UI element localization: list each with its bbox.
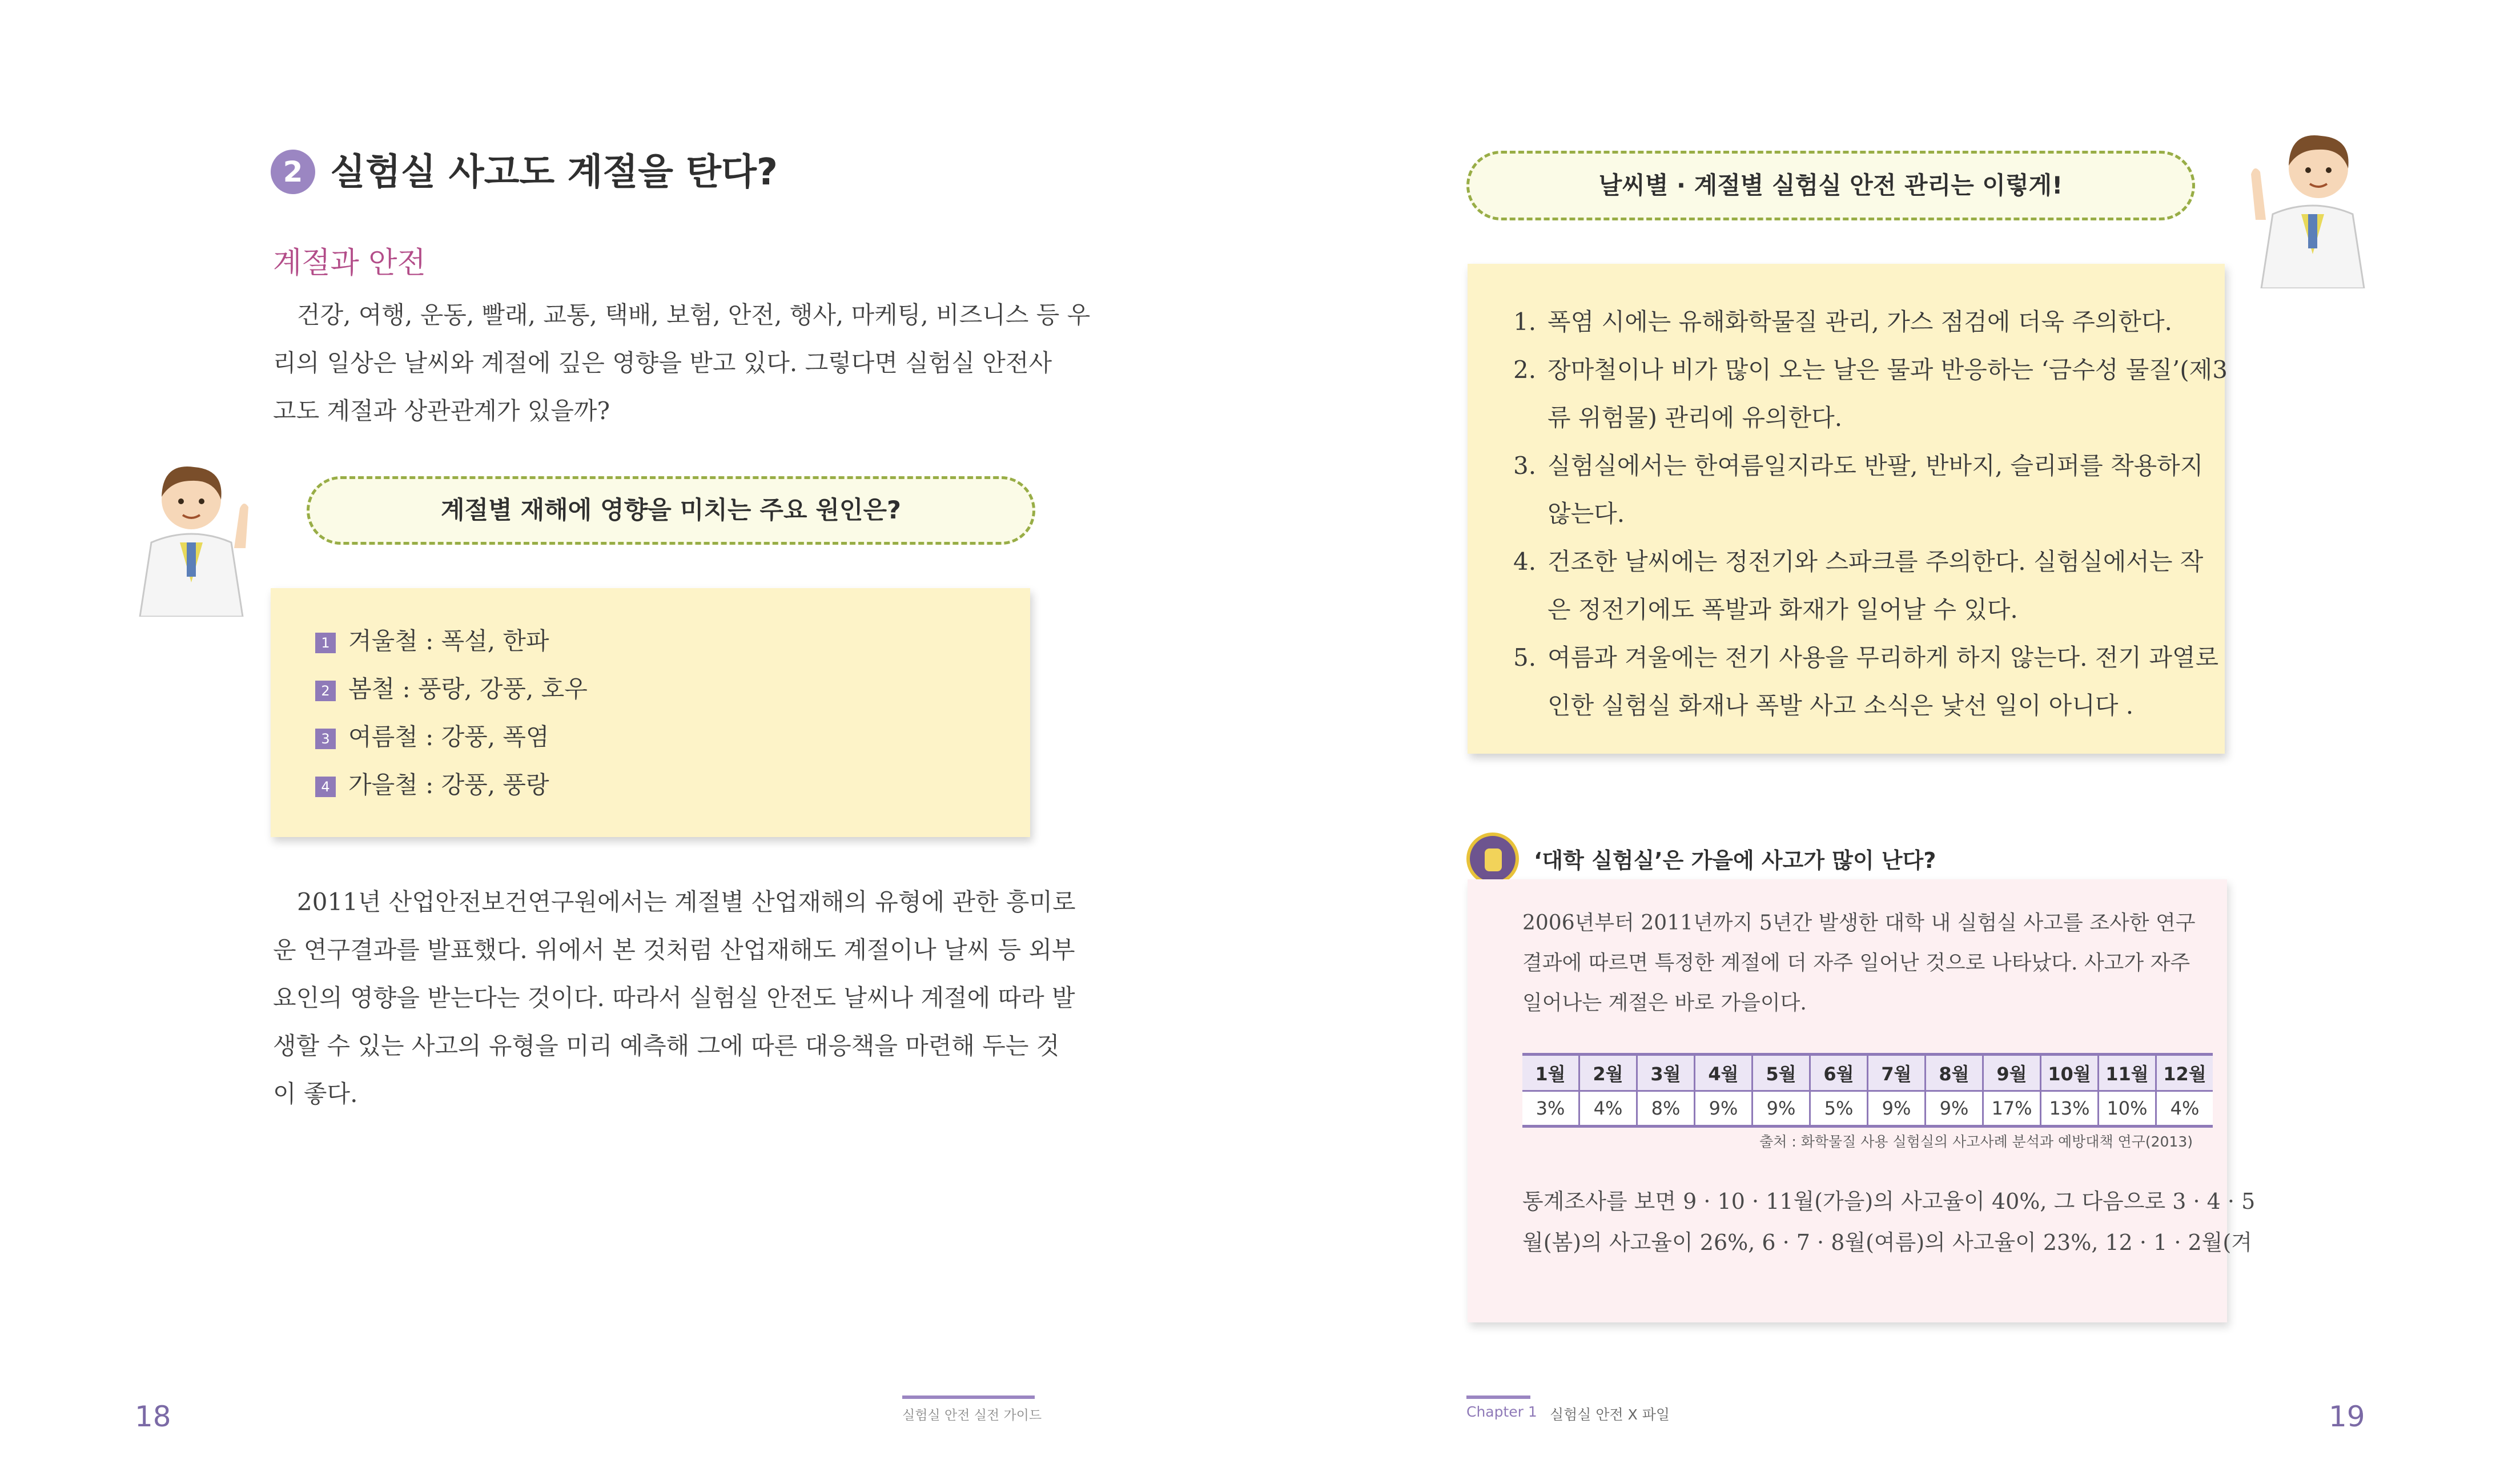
footer-chapter-label: Chapter 1 xyxy=(1466,1403,1537,1420)
box-intro-line: 일어나는 계절은 바로 가을이다. xyxy=(1522,991,1807,1015)
box-intro-line: 결과에 따르면 특정한 계절에 더 자주 일어난 것으로 나타났다. 사고가 자주 xyxy=(1522,951,2190,975)
rate-cell: 4% xyxy=(1579,1091,1637,1127)
month-header: 5월 xyxy=(1753,1055,1810,1091)
tip-item: 5. 여름과 겨울에는 전기 사용을 무리하게 하지 않는다. 전기 과열로 인한 실험실 화재나 폭발 사고 소식은 낯선 일이 아니다 . xyxy=(1513,644,2219,719)
table-row xyxy=(1522,1091,2213,1127)
rate-cell: 9% xyxy=(1695,1091,1753,1127)
intro-paragraph xyxy=(273,291,1091,435)
month-header: 4월 xyxy=(1695,1055,1753,1091)
rate-cell: 9% xyxy=(1753,1091,1810,1127)
rate-cell: 4% xyxy=(2156,1091,2213,1127)
month-header: 1월 xyxy=(1522,1055,1579,1091)
month-header: 3월 xyxy=(1637,1055,1695,1091)
footer-chapter-title: 실험실 안전 X 파일 xyxy=(1550,1406,1670,1423)
scientist-illustration-left xyxy=(117,445,266,617)
rate-cell: 8% xyxy=(1637,1091,1695,1127)
month-header: 2월 xyxy=(1579,1055,1637,1091)
tip-item: 1. 폭염 시에는 유해화학물질 관리, 가스 점검에 더욱 주의한다. xyxy=(1513,308,2172,336)
rate-cell: 3% xyxy=(1522,1091,1579,1127)
footer-divider xyxy=(1466,1395,1530,1399)
tip-item: 2. 장마철이나 비가 많이 오는 날은 물과 반응하는 ‘금수성 물질’(제3 류 위험물) 관리에 유의한다. xyxy=(1513,356,2228,432)
rate-cell: 5% xyxy=(1810,1091,1868,1127)
footer-divider xyxy=(902,1395,1035,1399)
season-item: 2 봄철 : 풍랑, 강풍, 호우 xyxy=(315,670,588,705)
closing-line: 2011년 산업안전보건연구원에서는 계절별 산업재해의 유형에 관한 흥미로 xyxy=(297,888,1076,916)
closing-line: 요인의 영향을 받는다는 것이다. 따라서 실험실 안전도 날씨나 계절에 따라 발 xyxy=(273,984,1075,1012)
season-item: 4 가을철 : 강풍, 풍랑 xyxy=(315,766,549,801)
season-item: 1 겨울철 : 폭설, 한파 xyxy=(315,622,549,657)
rate-cell: 13% xyxy=(2041,1091,2099,1127)
month-header: 7월 xyxy=(1868,1055,1926,1091)
intro-line: 고도 계절과 상관관계가 있을까? xyxy=(273,397,610,425)
section-title: 실험실 사고도 계절을 탄다? xyxy=(330,151,778,194)
closing-paragraph xyxy=(273,878,1076,1118)
intro-line: 건강, 여행, 운동, 빨래, 교통, 택배, 보험, 안전, 행사, 마케팅, 비즈니스 등 우 xyxy=(297,301,1091,329)
box-stat-line: 월(봄)의 사고율이 26%, 6 · 7 · 8월(여름)의 사고율이 23%, 12 · 1 · 2월(겨 xyxy=(1522,1230,2252,1255)
rate-cell: 9% xyxy=(1926,1091,1983,1127)
closing-line: 운 연구결과를 발표했다. 위에서 본 것처럼 산업재해도 계절이나 날씨 등 외부 xyxy=(273,936,1075,964)
month-header: 8월 xyxy=(1926,1055,1983,1091)
question-bubble: 계절별 재해에 영향을 미치는 주요 원인은? xyxy=(307,476,1035,545)
thumbs-up-icon xyxy=(1466,833,1519,885)
rate-cell: 9% xyxy=(1868,1091,1926,1127)
table-header-row xyxy=(1522,1055,2213,1091)
month-header: 11월 xyxy=(2099,1055,2156,1091)
closing-line: 이 좋다. xyxy=(273,1080,358,1108)
season-causes-note xyxy=(271,588,1030,837)
rate-cell: 17% xyxy=(1983,1091,2041,1127)
safety-tips-note xyxy=(1468,264,2228,754)
season-item: 3 여름철 : 강풍, 폭염 xyxy=(315,718,549,753)
month-header: 9월 xyxy=(1983,1055,2041,1091)
intro-line: 리의 일상은 날씨와 계절에 깊은 영향을 받고 있다. 그렇다면 실험실 안전사 xyxy=(273,349,1052,377)
tips-title-bubble: 날씨별 · 계절별 실험실 안전 관리는 이렇게! xyxy=(1466,151,2195,220)
box-stat-line: 통계조사를 보면 9 · 10 · 11월(가을)의 사고율이 40%, 그 다음으로 3 · 4 · 5 xyxy=(1522,1189,2256,1214)
box-intro-line: 2006년부터 2011년까지 5년간 발생한 대학 내 실험실 사고를 조사한 연구 xyxy=(1522,911,2196,935)
month-header: 12월 xyxy=(2156,1055,2213,1091)
month-header: 6월 xyxy=(1810,1055,1868,1091)
month-header: 10월 xyxy=(2041,1055,2099,1091)
university-lab-stats-box xyxy=(1468,879,2256,1322)
page-number-left: 18 xyxy=(135,1400,171,1433)
rate-cell: 10% xyxy=(2099,1091,2156,1127)
box-title: ‘대학 실험실’은 가을에 사고가 많이 난다? xyxy=(1534,848,1936,873)
tip-item: 3. 실험실에서는 한여름일지라도 반팔, 반바지, 슬리퍼를 착용하지 않는다. xyxy=(1513,452,2204,528)
monthly-accident-rate-table xyxy=(1522,1053,2213,1128)
section-number-badge: 2 xyxy=(271,150,315,194)
closing-line: 생할 수 있는 사고의 유형을 미리 예측해 그에 따른 대응책을 마련해 두는 것 xyxy=(273,1032,1060,1060)
subheading: 계절과 안전 xyxy=(273,246,426,280)
footer-book-title: 실험실 안전 실전 가이드 xyxy=(902,1408,1042,1423)
table-source: 출처 : 화학물질 사용 실험실의 사고사례 분석과 예방대책 연구(2013) xyxy=(1759,1133,2193,1150)
page-number-right: 19 xyxy=(2329,1400,2365,1433)
tip-item: 4. 건조한 날씨에는 정전기와 스파크를 주의한다. 실험실에서는 작 은 정전기에도 폭발과 화재가 일어날 수 있다. xyxy=(1513,548,2204,624)
scientist-illustration-right xyxy=(2238,111,2387,288)
